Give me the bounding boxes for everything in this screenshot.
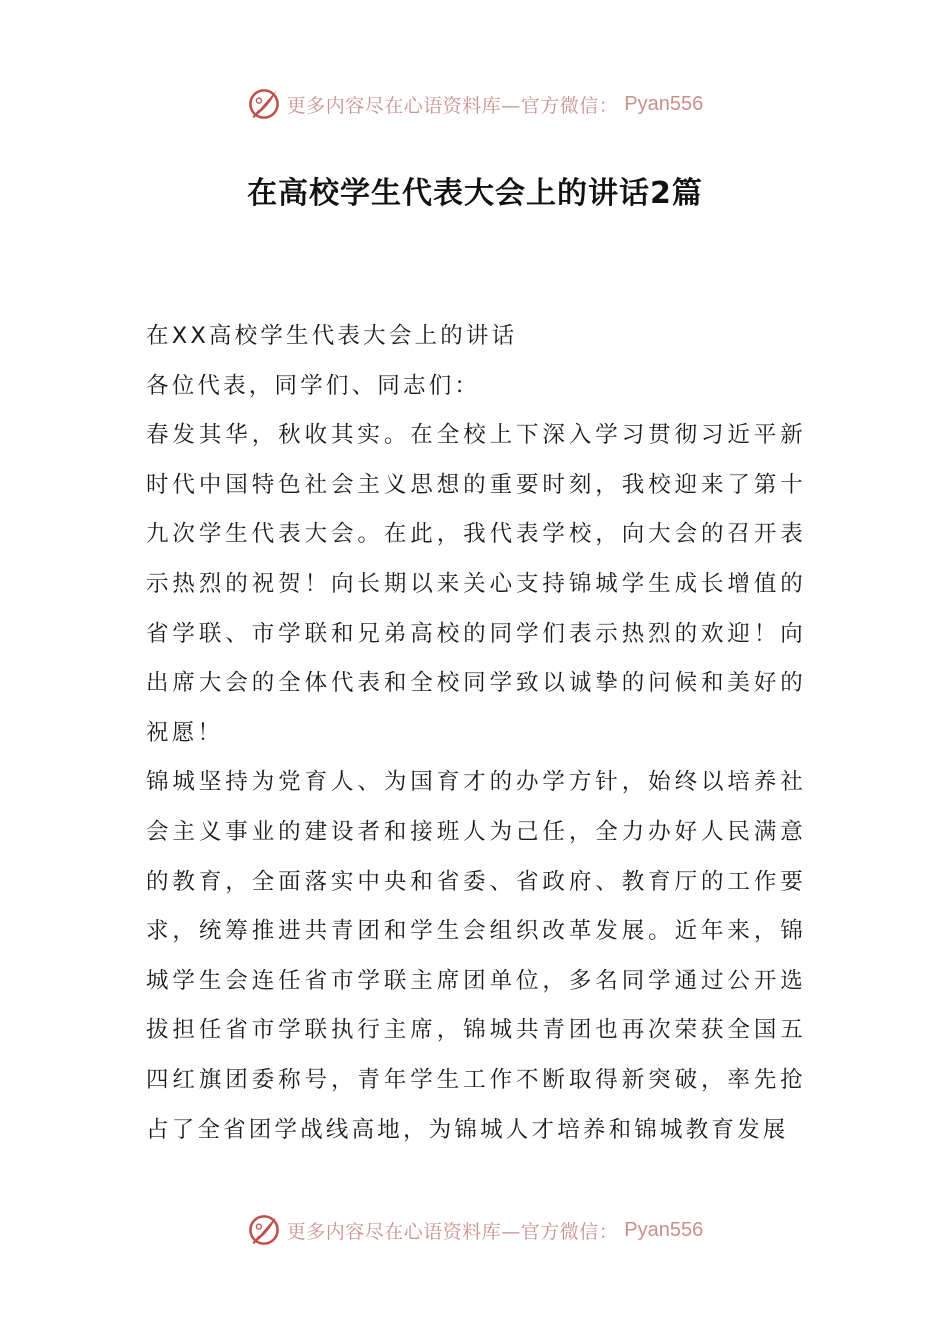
quill-logo-icon bbox=[247, 1213, 281, 1247]
document-body bbox=[146, 312, 806, 1155]
quill-logo-icon bbox=[247, 87, 281, 121]
wechat-id: Pyan556 bbox=[624, 92, 704, 115]
header-banner bbox=[0, 84, 950, 124]
speech-subtitle: 在XX高校学生代表大会上的讲话 bbox=[146, 323, 518, 349]
paragraph: 春发其华，秋收其实。在全校上下深入学习贯彻习近平新时代中国特色社会主义思想的重要时刻，我校迎来了第十九次学生代表大会。在此，我代表学校，向大会的召开表示热烈的祝贺！向长期以来关心支持锦城学生成长增值的省学联、市学联和兄弟高校的同学们表示热烈的欢迎！向出席大会的全体代表和全校同学致以诚挚的问候和美好的祝愿！ bbox=[146, 422, 806, 746]
wechat-id: Pyan556 bbox=[624, 1218, 704, 1241]
banner-text: 更多内容尽在心语资料库—官方微信： bbox=[286, 94, 619, 117]
banner-text: 更多内容尽在心语资料库—官方微信： bbox=[286, 1220, 619, 1243]
paragraph: 锦城坚持为党育人、为国育才的办学方针，始终以培养社会主义事业的建设者和接班人为己任，全力办好人民满意的教育，全面落实中央和省委、省政府、教育厅的工作要求，统筹推进共青团和学生会组织改革发展。近年来，锦城学生会连任省市学联主席团单位，多名同学通过公开选拔担任省市学联执行主席，锦城共青团也再次荣获全国五四红旗团委称号，青年学生工作不断取得新突破，率先抢占了全省团学战线高地，为锦城人才培养和锦城教育发展 bbox=[146, 769, 806, 1143]
salutation: 各位代表，同学们、同志们： bbox=[146, 372, 481, 399]
footer-banner bbox=[0, 1210, 950, 1250]
document-title: 在高校学生代表大会上的讲话2篇 bbox=[247, 176, 703, 211]
